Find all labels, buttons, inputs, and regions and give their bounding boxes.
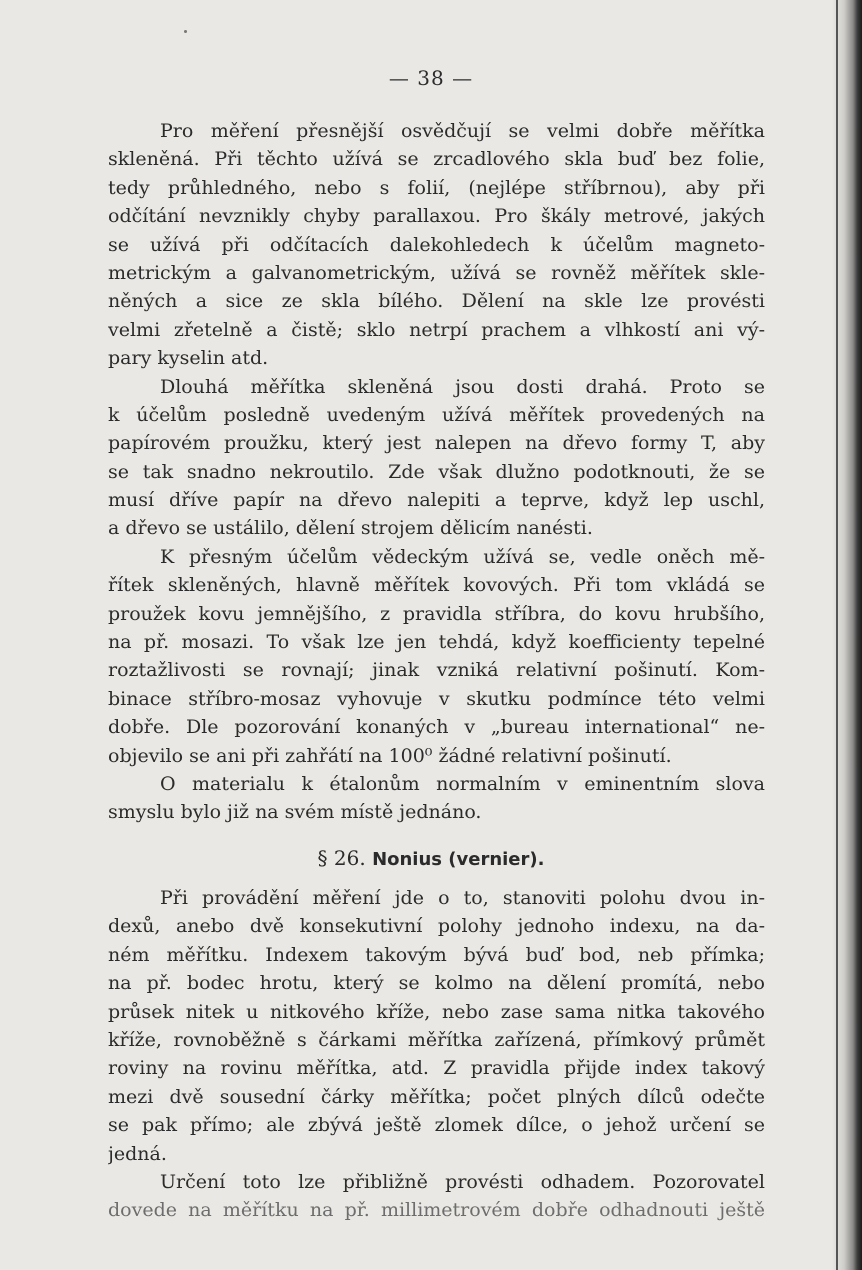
text-line: skleněná. Při těchto užívá se zrcadlového skla buď bez folie,	[108, 148, 765, 171]
text-line: se užívá při odčítacích dalekohledech k účelům magneto-	[108, 233, 765, 256]
section-heading	[0, 843, 862, 873]
text-line: Určení toto lze přibližně provésti odhadem. Pozorovatel	[160, 1170, 765, 1193]
text-line: objevilo se ani při zahřátí na 100⁰ žádné relativní pošinutí.	[108, 744, 672, 767]
text-line: kříže, rovnoběžně s čárkami měřítka zařízená, přímkový průmět	[108, 1028, 765, 1051]
text-line: binace stříbro-mosaz vyhovuje v skutku podmínce této velmi	[108, 687, 765, 710]
text-line: Při provádění měření jde o to, stanoviti polohu dvou in-	[160, 887, 765, 909]
text-line: k účelům posledně uvedeným užívá měřítek provedených na	[108, 403, 765, 426]
text-block-bottom	[108, 884, 765, 1225]
text-line: dobře. Dle pozorování konaných v „bureau international“ ne-	[108, 716, 765, 739]
text-block-top	[108, 117, 765, 827]
text-line: odčítání nevznikly chyby parallaxou. Pro škály metrové, jakých	[108, 205, 765, 228]
text-line: ném měřítku. Indexem takovým bývá buď bod, neb přímka;	[108, 943, 765, 966]
text-line: jedná.	[108, 1142, 167, 1165]
text-line: Pro měření přesnější osvědčují se velmi dobře měřítka	[160, 120, 765, 142]
section-number: § 26.	[317, 846, 366, 870]
text-line: na př. mosazi. To však lze jen tehdá, když koefficienty tepelné	[108, 631, 765, 654]
text-line: velmi zřetelně a čistě; sklo netrpí prachem a vlhkostí ani vý-	[108, 318, 765, 341]
text-line: pary kyselin atd.	[108, 347, 269, 370]
text-line: dovede na měřítku na př. millimetrovém dobře odhadnouti ještě	[108, 1199, 765, 1222]
text-line: roviny na rovinu měřítka, atd. Z pravidla přijde index takový	[108, 1057, 765, 1080]
section-title: Nonius (vernier).	[372, 849, 545, 870]
text-line: roztažlivosti se rovnají; jinak vzniká relativní pošinutí. Kom-	[108, 659, 765, 682]
text-line: se pak přímo; ale zbývá ještě zlomek dílce, o jehož určení se	[108, 1114, 765, 1137]
page-number: — 38 —	[388, 66, 474, 90]
text-line: K přesným účelům vědeckým užívá se, vedle oněch mě-	[160, 545, 765, 568]
text-line: smyslu bylo již na svém místě jednáno.	[108, 801, 482, 824]
text-line: Dlouhá měřítka skleněná jsou dosti drahá. Proto se	[160, 375, 765, 398]
text-line: dexů, anebo dvě konsekutivní polohy jednoho indexu, na da-	[108, 915, 765, 938]
text-line: metrickým a galvanometrickým, užívá se rovněž měřítek skle-	[108, 261, 765, 284]
text-line: něných a sice ze skla bílého. Dělení na skle lze provésti	[108, 290, 765, 313]
text-line: průsek nitek u nitkového kříže, nebo zase sama nitka takového	[108, 1000, 765, 1023]
text-line: musí dříve papír na dřevo nalepiti a teprve, když lep uschl,	[108, 489, 765, 512]
text-line: mezi dvě sousední čárky měřítka; počet plných dílců odečte	[108, 1085, 765, 1108]
text-line: papírovém proužku, který jest nalepen na dřevo formy T, aby	[108, 432, 765, 455]
text-line: O materialu k étalonům normalním v eminentním slova	[160, 772, 765, 795]
text-line: proužek kovu jemnějšího, z pravidla stříbra, do kovu hrubšího,	[108, 602, 765, 625]
text-line: na př. bodec hrotu, který se kolmo na dělení promítá, nebo	[108, 972, 765, 995]
print-speck	[184, 30, 187, 33]
binding-edge	[836, 0, 838, 1270]
text-line: tedy průhledného, nebo s folií, (nejlépe stříbrnou), aby při	[108, 176, 765, 199]
text-line: a dřevo se ustálilo, dělení strojem dělicím nanésti.	[108, 517, 593, 540]
text-line: řítek skleněných, hlavně měřítek kovových. Při tom vkládá se	[108, 574, 765, 597]
text-line: se tak snadno nekroutilo. Zde však dlužno podotknouti, že se	[108, 460, 765, 483]
